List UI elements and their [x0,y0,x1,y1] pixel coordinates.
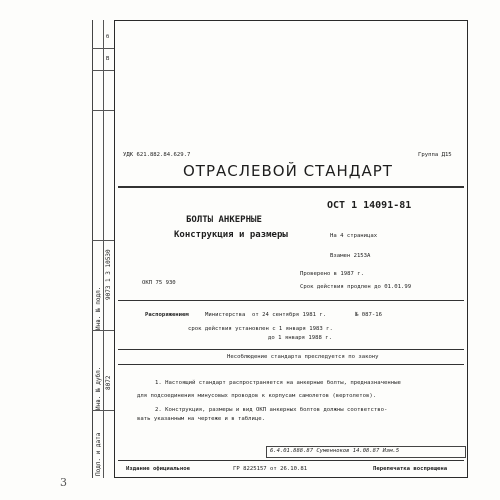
title-rule [118,186,464,188]
okp-code: ОКП 75 930 [142,280,176,286]
pages-count: На 4 страницах [330,233,378,239]
spine-line [92,48,114,49]
reprint-prohibited: Перепечатка воспрещена [373,466,448,472]
term-end: до 1 января 1988 г. [268,335,332,341]
spine-cell-2: В [106,56,110,62]
paragraph-2-line-2: вать указанным на чертеже и в таблице. [137,416,265,422]
spine-label-podl: Инв. № подл. [95,286,102,330]
standard-name: БОЛТЫ АНКЕРНЫЕ [186,215,262,225]
spine-cell-top: б [106,34,110,40]
legal-notice: Несоблюдение стандарта преследуется по закону [227,354,379,360]
udk-code: УДК 621.882.84.629.7 [123,152,191,158]
ost-number: ОСТ 1 14091-81 [327,200,412,211]
spine-label-podp: Подп. и дата [95,432,102,476]
spine-line [92,240,114,241]
footer-rule [118,460,464,461]
group-code: Группа Д15 [418,152,452,158]
standard-subtitle: Конструкция и размеры [174,230,288,240]
spine-line [92,110,114,111]
spine-line [92,410,114,411]
paragraph-1-line-1: 1. Настоящий стандарт распространяется на анкерные болты, предназначенные [155,380,401,386]
order-number: № 087-16 [355,312,382,318]
paragraph-2-line-1: 2. Конструкция, размеры и вид ОКП анкерных болтов должны соответство- [155,407,388,413]
order-rule [118,349,464,350]
corner-page-mark: 3 [60,476,67,489]
page-title: ОТРАСЛЕВОЙ СТАНДАРТ [183,162,393,180]
revision-stamp-text: 6.4.01.888.87 Суменноков 14.08.87 Изм.5 [270,448,400,454]
spine-number-2: 8072 [105,375,112,390]
official-edition: Издание официальное [126,466,190,472]
order-date: от 24 сентября 1981 г. [252,312,327,318]
spine-line [92,70,114,71]
paragraph-1-line-2: для подсоединения минусовых проводов к корпусам самолетов (вертолетов). [137,393,377,399]
order-label: Распоряжением [145,312,189,318]
spine-numbers: 9073 1 3 10530 [105,249,112,300]
revision-stamp [266,446,466,458]
registration-number: ГР 8225157 от 26.10.81 [233,466,308,472]
term-start: срок действия установлен с 1 января 1983 г. [188,326,333,332]
notice-rule [118,364,464,365]
extended-note: Срок действия продлен до 01.01.99 [300,284,412,290]
header-rule [118,300,464,301]
replaces-note: Взамен 2153А [330,253,371,259]
spine-line [92,330,114,331]
order-ministry: Министерства [205,312,246,318]
spine-label-dubl: Инв. № дубл. [95,366,102,410]
checked-note: Проверено в 1987 г. [300,271,364,277]
